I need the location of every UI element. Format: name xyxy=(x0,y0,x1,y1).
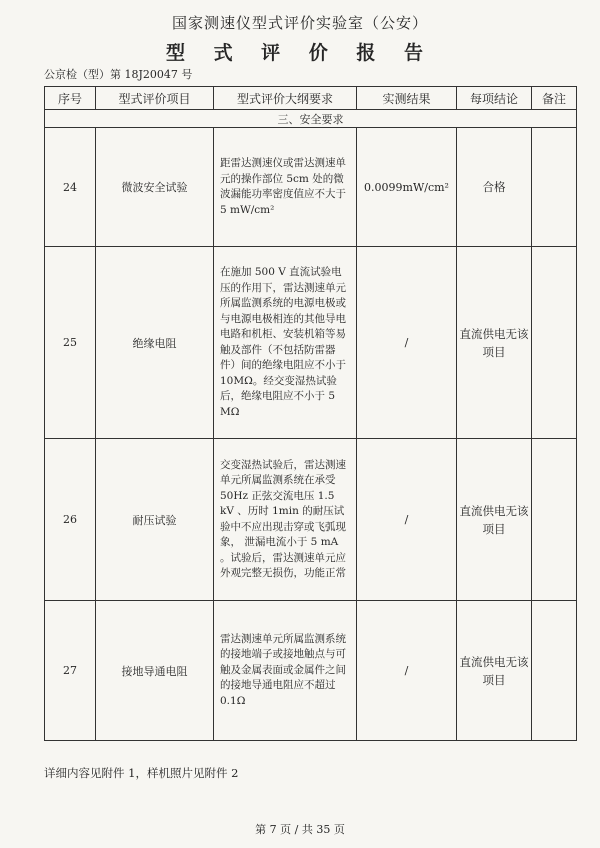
row-result: / xyxy=(357,247,457,439)
attachment-note: 详细内容见附件 1，样机照片见附件 2 xyxy=(44,766,239,780)
row-no: 25 xyxy=(45,247,96,439)
row-result: 0.0099mW/cm² xyxy=(357,128,457,247)
table-header-row xyxy=(45,87,577,110)
lab-name: 国家测速仪型式评价实验室（公安） xyxy=(171,14,428,32)
row-result: / xyxy=(357,601,457,741)
row-conclusion: 直流供电无该项目 xyxy=(457,439,532,601)
page-number: 第 7 页 / 共 35 页 xyxy=(255,823,345,836)
row-conclusion: 合格 xyxy=(457,128,532,247)
table-row xyxy=(45,601,577,741)
column-header-no: 序号 xyxy=(45,87,96,110)
row-result: / xyxy=(357,439,457,601)
row-requirement: 距雷达测速仪或雷达测速单元的操作部位 5cm 处的微波漏能功率密度值应不大于 5 mW/cm² xyxy=(214,128,357,247)
row-remark xyxy=(532,128,577,247)
row-remark xyxy=(532,601,577,741)
table-row xyxy=(45,439,577,601)
table-row xyxy=(45,247,577,439)
row-item: 耐压试验 xyxy=(96,439,214,601)
column-header-item: 型式评价项目 xyxy=(96,87,214,110)
row-requirement: 在施加 500 V 直流试验电压的作用下，雷达测速单元所属监测系统的电源电极或与电源电极相连的其他导电电路和机柜、安装机箱等易触及部件（不包括防雷器件）间的绝缘电阻应不小于 10MΩ。经交变湿热试验后，绝缘电阻应不小于 5 MΩ xyxy=(214,247,357,439)
table-row xyxy=(45,128,577,247)
report-number: 公京检（型）第 18J20047 号 xyxy=(44,68,193,81)
section-row xyxy=(45,110,577,128)
row-no: 27 xyxy=(45,601,96,741)
row-remark xyxy=(532,439,577,601)
row-item: 微波安全试验 xyxy=(96,128,214,247)
row-no: 24 xyxy=(45,128,96,247)
evaluation-table xyxy=(44,86,577,741)
report-title: 型 式 评 价 报 告 xyxy=(165,42,435,64)
column-header-result: 实测结果 xyxy=(357,87,457,110)
row-conclusion: 直流供电无该项目 xyxy=(457,601,532,741)
row-remark xyxy=(532,247,577,439)
row-item: 绝缘电阻 xyxy=(96,247,214,439)
row-requirement: 雷达测速单元所属监测系统的接地端子或接地触点与可触及金属表面或金属件之间的接地导通电阻应不超过 0.1Ω xyxy=(214,601,357,741)
row-item: 接地导通电阻 xyxy=(96,601,214,741)
row-requirement: 交变湿热试验后，雷达测速单元所属监测系统在承受 50Hz 正弦交流电压 1.5 kV 、历时 1min 的耐压试验中不应出现击穿或飞弧现象， 泄漏电流小于 5 mA 。试验后，雷达测速单元应外观完整无损伤，功能正常 xyxy=(214,439,357,601)
row-conclusion: 直流供电无该项目 xyxy=(457,247,532,439)
column-header-requirement: 型式评价大纲要求 xyxy=(214,87,357,110)
section-title: 三、安全要求 xyxy=(45,110,577,128)
column-header-remark: 备注 xyxy=(532,87,577,110)
column-header-conclusion: 每项结论 xyxy=(457,87,532,110)
row-no: 26 xyxy=(45,439,96,601)
